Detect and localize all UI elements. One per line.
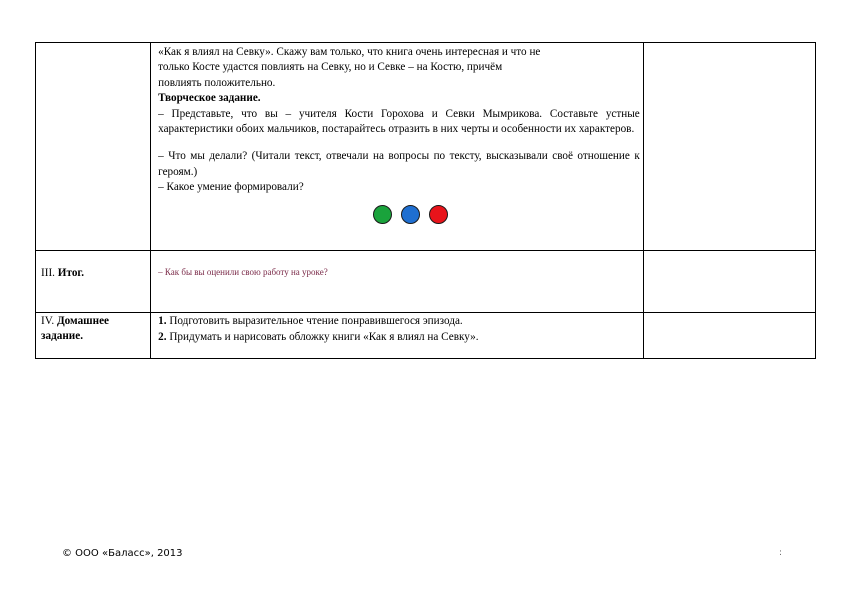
stage-cell — [36, 251, 151, 313]
notes-cell-empty — [643, 43, 815, 251]
question-text: – Что мы делали? (Читали текст, отвечали на вопросы по тексту, высказывали своё отношение к героям.) — [158, 150, 640, 178]
item-number: 1. — [158, 315, 167, 327]
stage-number: IV. — [41, 315, 55, 327]
content-cell — [151, 43, 644, 251]
task-title: Творческое задание. — [158, 92, 261, 105]
task-text: – Представьте, что вы – учителя Кости Горохова и Севки Мымрикова. Составьте устные характеристики обоих мальчиков, постарайтесь отразить в них черты и особенности их характеров. — [158, 107, 640, 136]
copyright-footer: © ООО «Баласс», 2013 — [62, 548, 183, 559]
stage-label: Домашнее — [56, 315, 110, 327]
blue-circle-icon — [401, 205, 420, 224]
notes-cell-empty — [643, 313, 815, 359]
stage-cell-empty — [36, 43, 151, 251]
notes-cell-empty — [643, 251, 815, 313]
stage-cell — [36, 313, 151, 359]
list-item — [158, 330, 643, 346]
item-number: 2. — [158, 330, 167, 343]
stage-label: задание. — [41, 330, 83, 342]
red-circle-icon — [429, 205, 448, 224]
page-mark: : — [779, 548, 783, 558]
item-text: Подготовить выразительное чтение понравившегося эпизода. — [169, 315, 463, 327]
green-circle-icon — [373, 205, 392, 224]
list-item — [158, 314, 643, 330]
text-line: только Косте удастся повлиять на Севку, но и Севке – на Костю, причём — [158, 61, 503, 74]
question-text: – Какое умение формировали? — [158, 181, 304, 194]
item-text: Придумать и нарисовать обложку книги «Как я влиял на Севку». — [169, 330, 479, 343]
stage-number: III. — [41, 267, 55, 279]
table-row-main — [36, 43, 816, 251]
lesson-table — [35, 42, 816, 359]
content-cell — [151, 251, 644, 313]
table-row-homework — [36, 313, 816, 359]
table-row-itog — [36, 251, 816, 313]
text-line: повлиять положительно. — [158, 76, 276, 89]
question-text: – Как бы вы оценили свою работу на уроке? — [158, 267, 328, 277]
stage-label: Итог. — [57, 267, 85, 279]
content-cell — [151, 313, 644, 359]
text-line: «Как я влиял на Севку». Скажу вам только, что книга очень интересная и что не — [158, 46, 541, 58]
